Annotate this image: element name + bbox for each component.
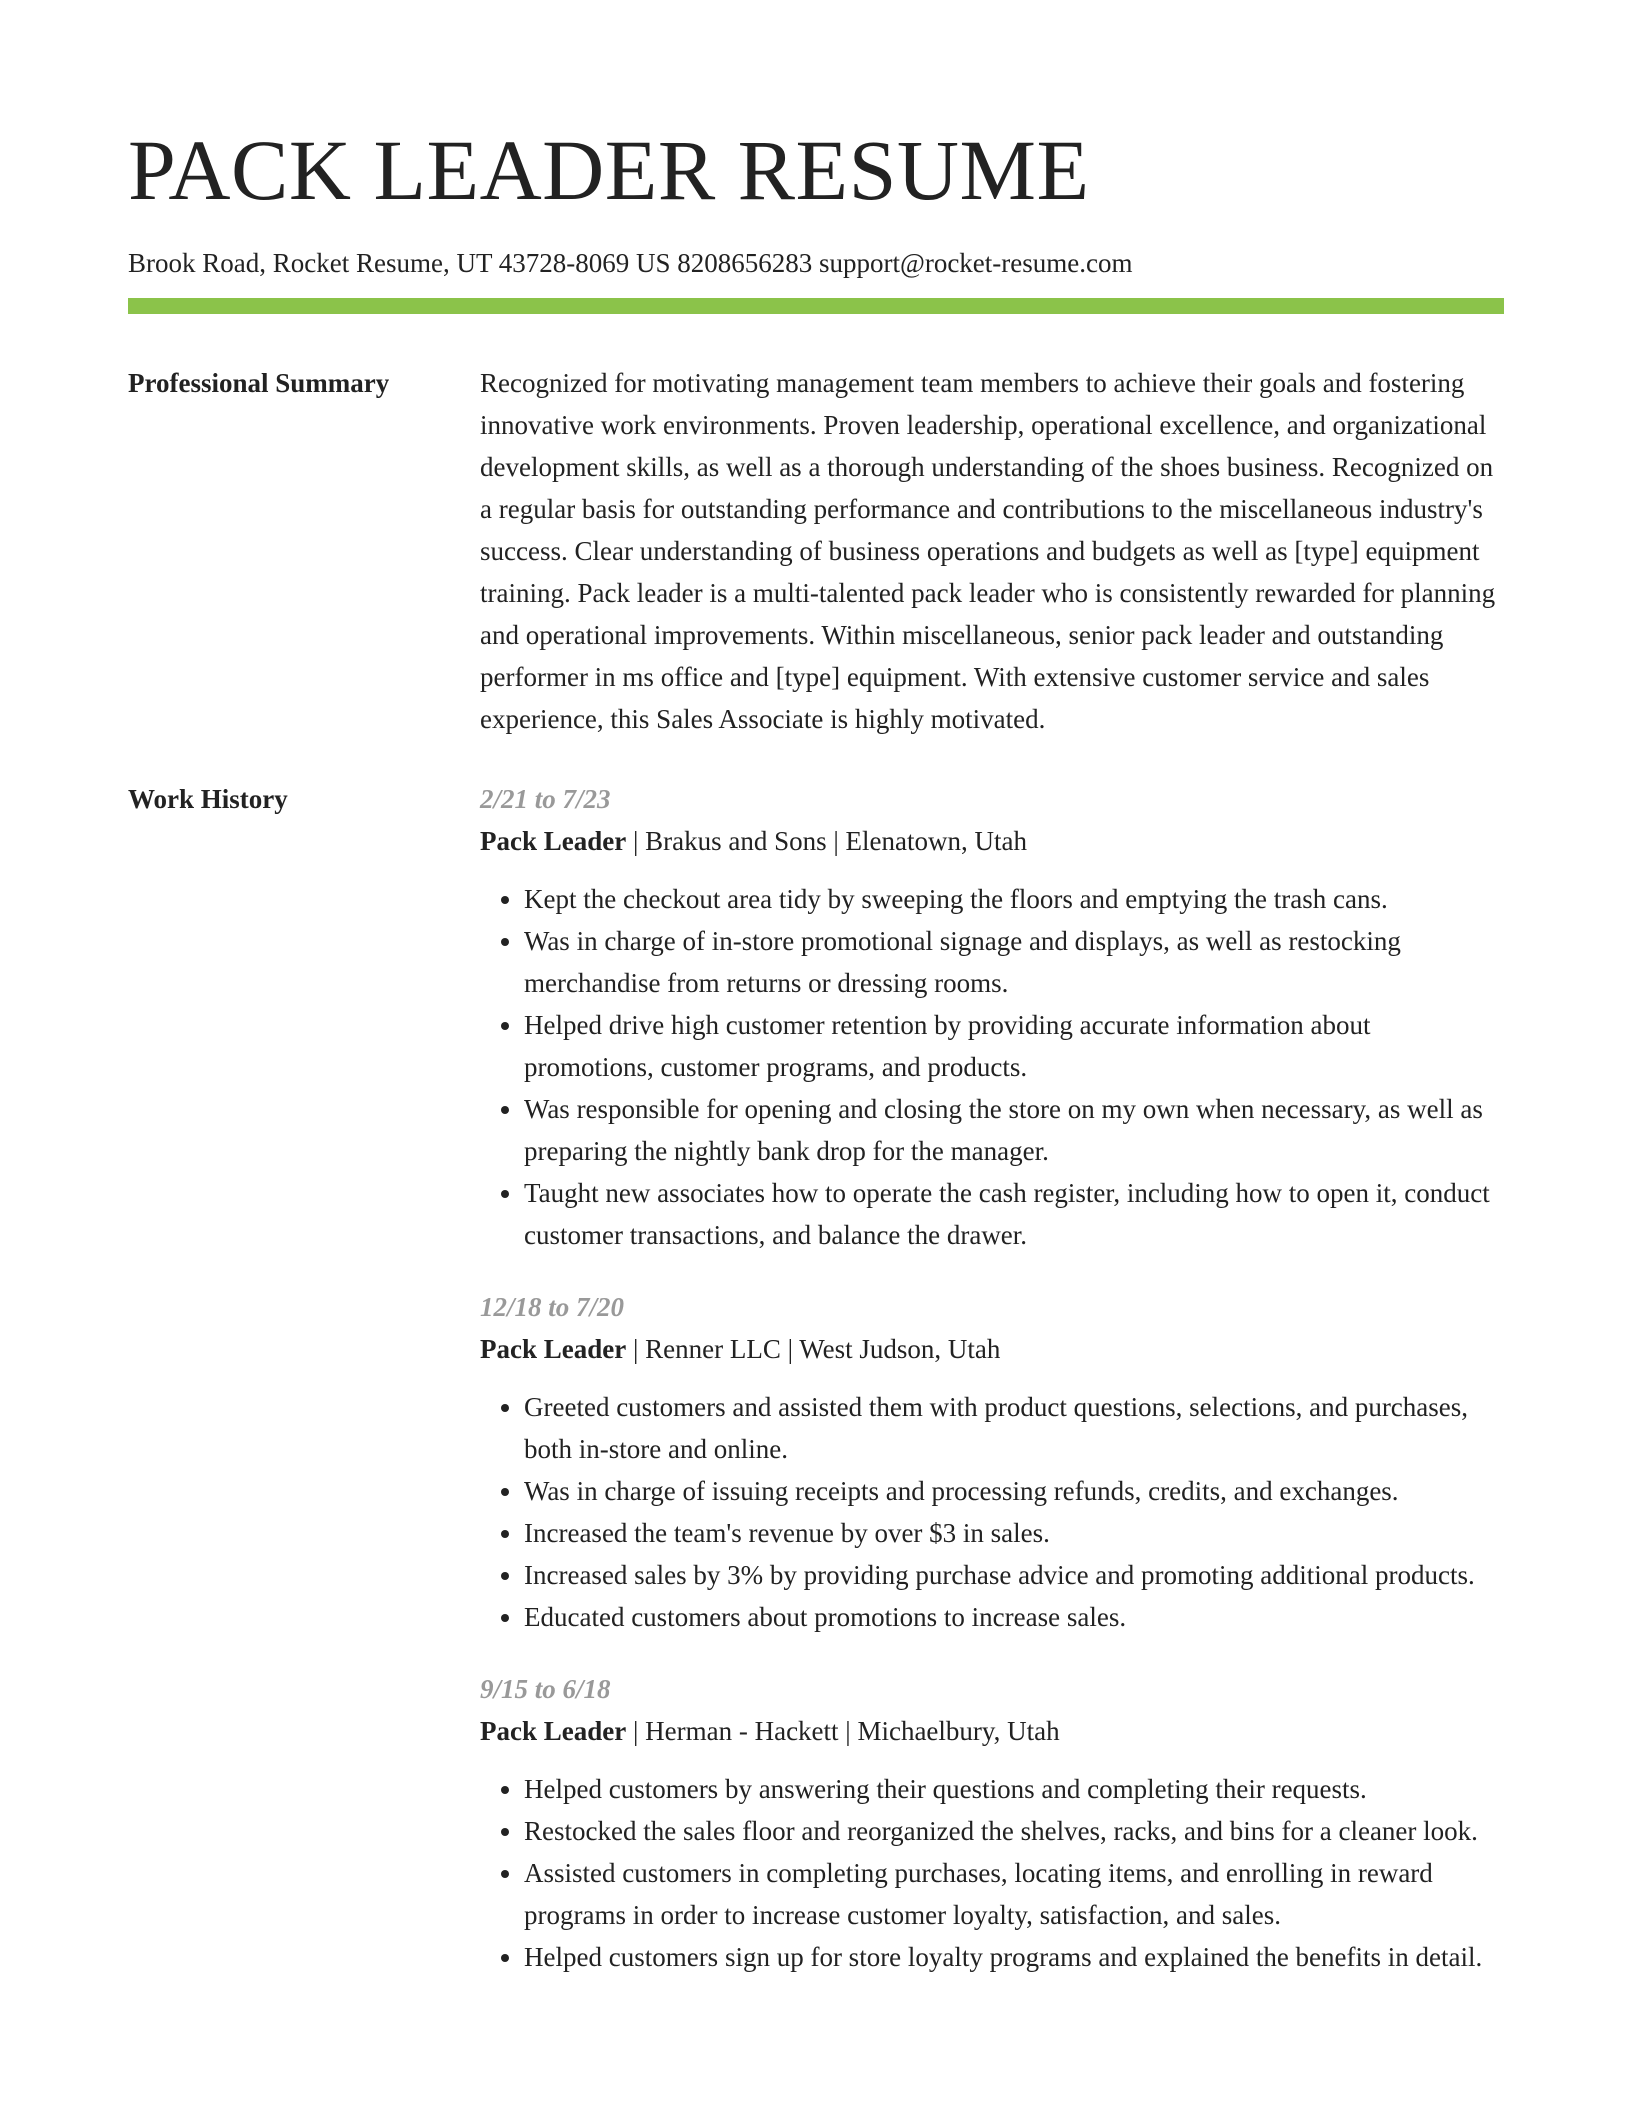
job-bullet: • Was in charge of in-store promotional signage and displays, as well as restocking merchandise from returns or dressing rooms.	[524, 920, 1504, 1004]
contact-info: Brook Road, Rocket Resume, UT 43728-8069 US 8208656283 support@rocket-resume.com	[128, 248, 1133, 278]
job-details: | Renner LLC | West Judson, Utah	[626, 1334, 1001, 1364]
job-bullet: • Increased the team's revenue by over $3 in sales.	[524, 1512, 1504, 1554]
job-title: Pack Leader	[480, 1334, 627, 1364]
resume-page	[128, 0, 1504, 2008]
professional-summary-text: Recognized for motivating management team members to achieve their goals and fostering innovative work environments. Proven leadership, operational excellence, and organizational development skills, as well as a thorough understanding of the shoes business. Recognized on a regular basis for outstanding performance and contributions to the miscellaneous industry's success. Clear understanding of business operations and budgets as well as [type] equipment training. Pack leader is a multi-talented pack leader who is consistently rewarded for planning and operational improvements. Within miscellaneous, senior pack leader and outstanding performer in ms office and [type] equipment. With extensive customer service and sales experience, this Sales Associate is highly motivated.	[480, 368, 1496, 734]
job-bullet: • Helped drive high customer retention by providing accurate information about promotions, customer programs, and products.	[524, 1004, 1504, 1088]
job-bullet: • Assisted customers in completing purchases, locating items, and enrolling in reward programs in order to increase customer loyalty, satisfaction, and sales.	[524, 1852, 1504, 1936]
job-bullet: • Increased sales by 3% by providing purchase advice and promoting additional products.	[524, 1554, 1504, 1596]
professional-summary-section	[128, 362, 1504, 740]
job-title-line	[480, 1710, 1504, 1752]
job-bullet: • Greeted customers and assisted them with product questions, selections, and purchases, both in-store and online.	[524, 1386, 1504, 1470]
job-title-line	[480, 820, 1504, 862]
job-bullets	[480, 1768, 1504, 1978]
professional-summary-body	[480, 362, 1504, 740]
job-entry	[480, 778, 1504, 1256]
job-bullets	[480, 878, 1504, 1256]
job-bullet: • Was responsible for opening and closing the store on my own when necessary, as well as preparing the nightly bank drop for the manager.	[524, 1088, 1504, 1172]
job-dates: 2/21 to 7/23	[480, 784, 611, 814]
job-title: Pack Leader	[480, 826, 627, 856]
job-entry	[480, 1286, 1504, 1638]
job-title-line	[480, 1328, 1504, 1370]
job-bullet: • Educated customers about promotions to increase sales.	[524, 1596, 1504, 1638]
resume-title: PACK LEADER RESUME	[128, 122, 1090, 218]
job-bullet: • Taught new associates how to operate the cash register, including how to open it, conduct customer transactions, and balance the drawer.	[524, 1172, 1504, 1256]
job-bullet: • Helped customers by answering their questions and completing their requests.	[524, 1768, 1504, 1810]
job-details: | Brakus and Sons | Elenatown, Utah	[626, 826, 1027, 856]
work-history-body	[480, 778, 1504, 2008]
section-label-work-history: Work History	[128, 784, 288, 814]
job-bullet: • Was in charge of issuing receipts and processing refunds, credits, and exchanges.	[524, 1470, 1504, 1512]
job-title: Pack Leader	[480, 1716, 627, 1746]
job-bullet: • Helped customers sign up for store loyalty programs and explained the benefits in detail.	[524, 1936, 1504, 1978]
job-bullets	[480, 1386, 1504, 1638]
accent-divider	[128, 298, 1504, 314]
section-label-professional-summary: Professional Summary	[128, 368, 390, 398]
job-dates: 9/15 to 6/18	[480, 1674, 611, 1704]
job-bullet: • Kept the checkout area tidy by sweeping the floors and emptying the trash cans.	[524, 878, 1504, 920]
job-details: | Herman - Hackett | Michaelbury, Utah	[626, 1716, 1060, 1746]
work-history-section	[128, 778, 1504, 2008]
job-dates: 12/18 to 7/20	[480, 1292, 625, 1322]
job-bullet: • Restocked the sales floor and reorganized the shelves, racks, and bins for a cleaner look.	[524, 1810, 1504, 1852]
job-entry	[480, 1668, 1504, 1978]
